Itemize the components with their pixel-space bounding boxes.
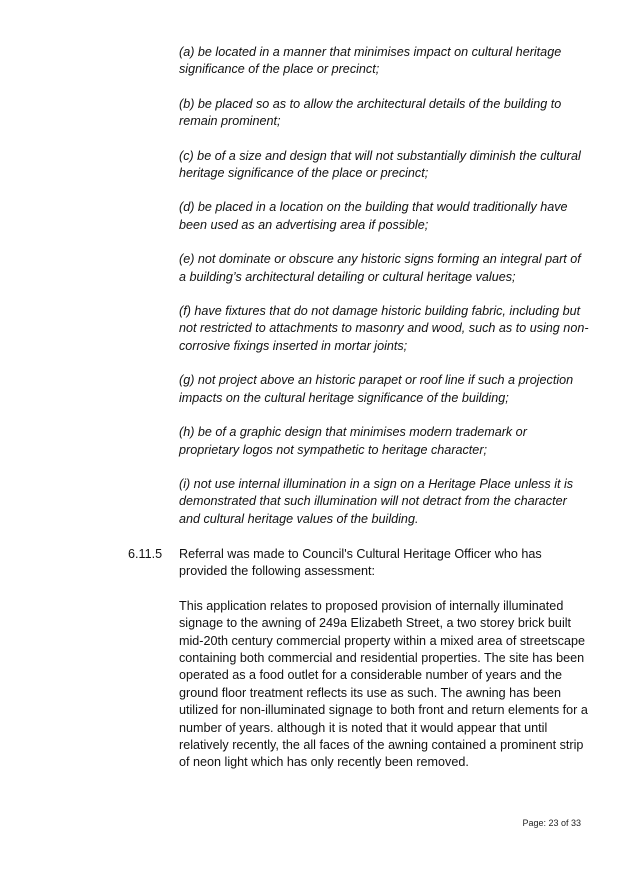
criterion-c: (c) be of a size and design that will not substantially diminish the cultural heritage significance of the place or precinct; — [179, 148, 581, 181]
heritage-assessment-paragraph: This application relates to proposed provision of internally illuminated signage to the awning of 249a Elizabeth Street, a two storey brick built mid-20th century commercial property within a mixed area of streetscape containing both commercial and residential properties. The site has been operated as a food outlet for a considerable number of years and the ground floor treatment reflects its use as such. The awning has been utilized for non-illuminated signage to both front and return elements for a number of years. although it is noted that it would appear that until relatively recently, the all faces of the awning contained a prominent strip of neon light which has only recently been removed. — [179, 598, 588, 770]
criterion-h: (h) be of a graphic design that minimises modern trademark or proprietary logos not sympathetic to heritage character; — [179, 425, 527, 457]
section-6-11-5 — [128, 546, 590, 789]
criterion-d: (d) be placed in a location on the building that would traditionally have been used as an advertising area if possible; — [179, 200, 568, 232]
section-body — [179, 546, 590, 772]
section-intro: Referral was made to Council's Cultural Heritage Officer who has provided the following assessment: — [179, 547, 542, 579]
criterion-a: (a) be located in a manner that minimises impact on cultural heritage significance of the place or precinct; — [179, 45, 562, 77]
criterion-g: (g) not project above an historic parapet or roof line if such a projection impacts on the cultural heritage significance of the building; — [179, 373, 574, 405]
section-number: 6.11.5 — [128, 547, 163, 561]
criterion-i: (i) not use internal illumination in a sign on a Heritage Place unless it is demonstrated that such illumination will not detract from the character and cultural heritage values of the building. — [179, 476, 574, 526]
page-number: Page: 23 of 33 — [522, 818, 581, 828]
heritage-criteria-list — [179, 44, 589, 545]
criterion-e: (e) not dominate or obscure any historic signs forming an integral part of a building’s architectural detailing or cultural heritage values; — [179, 252, 581, 284]
criterion-b: (b) be placed so as to allow the architectural details of the building to remain prominent; — [179, 96, 562, 129]
criterion-f: (f) have fixtures that do not damage historic building fabric, including but not restricted to attachments to masonry and wood, such as to using non-corrosive fixings inserted in mortar joints; — [179, 304, 589, 353]
